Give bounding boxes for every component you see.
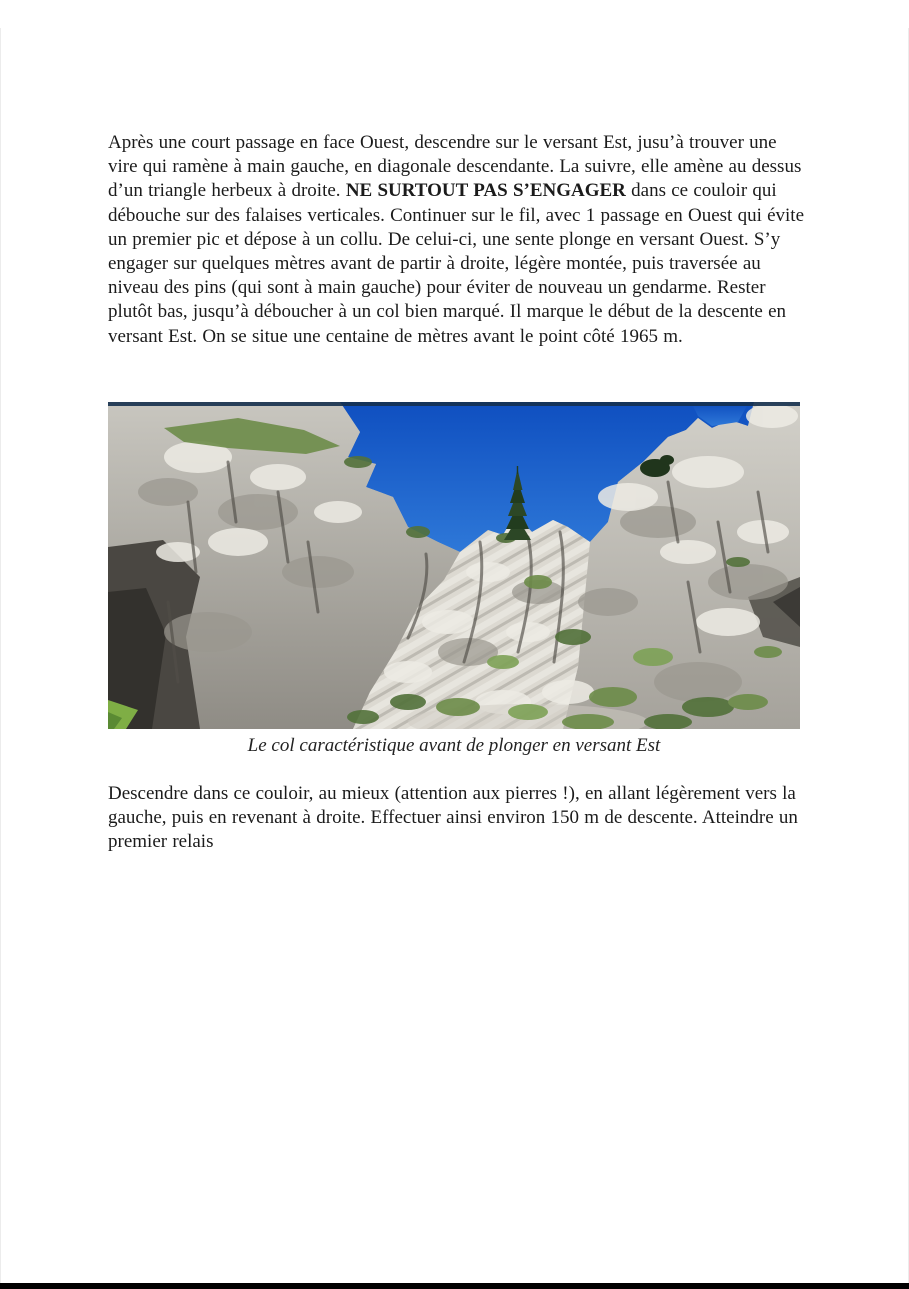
page-bottom-edge — [0, 1283, 909, 1289]
mountain-col-photo-svg — [108, 402, 800, 729]
col-photo — [108, 402, 800, 729]
photo-caption: Le col caractéristique avant de plonger en versant Est — [247, 735, 661, 756]
route-paragraph-2: Descendre dans ce couloir, au mieux (attention aux pierres !), en allant légèrement vers la gauche, puis en revenant à droite. Effectuer ainsi environ 150 m de descente. Atteindre un premier relais — [108, 783, 798, 853]
col-photo-figure — [108, 402, 800, 758]
route-paragraph-1: Après une court passage en face Ouest, descendre sur le versant Est, jusu’à trouver une vire qui ramène à main gauche, en diagonale descendante. La suivre, elle amène au dessus d’un triangle herbeux à droite. NE SURTOUT PAS S’ENGAGER dans ce couloir qui débouche sur des falaises verticales. Continuer sur le fil, avec 1 passage en Ouest qui évite un premier pic et dépose à un collu. De celui-ci, une sente plonge en versant Ouest. S’y engager sur quelques mètres avant de partir à droite, légère montée, puis traversée au niveau des pins (qui sont à main gauche) pour éviter de nouveau un gendarme. Rester plutôt bas, jusqu’à déboucher à un col bien marqué. Il marque le début de la descente en versant Est. On se situe une centaine de mètres avant le point côté 1965 m. — [108, 132, 805, 347]
photo-top-edge — [108, 402, 800, 406]
page-left-edge — [0, 28, 1, 1283]
